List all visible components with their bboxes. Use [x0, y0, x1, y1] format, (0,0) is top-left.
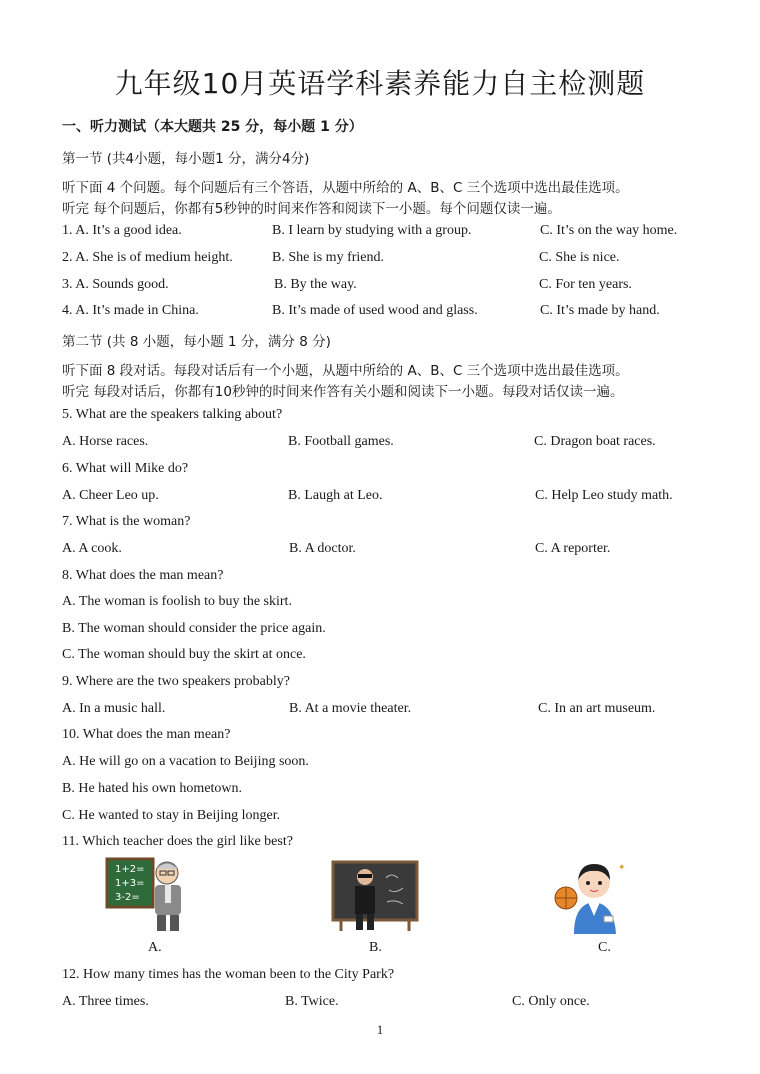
- question-10-option-a: A. He will go on a vacation to Beijing soon.: [62, 754, 309, 769]
- part2-instruction-2: 听完 每段对话后，你都有10秒钟的时间来作答有关小题和阅读下一小题。每段对话仅读一遍。: [62, 384, 624, 400]
- question-6: 6. What will Mike do?: [62, 461, 189, 476]
- option-a: 3. A. Sounds good.: [62, 277, 169, 292]
- option-a: 2. A. She is of medium height.: [62, 250, 233, 265]
- option-c: C. It’s on the way home.: [540, 223, 678, 238]
- option-a: 1. A. It’s a good idea.: [62, 223, 182, 238]
- option-a: A. Cheer Leo up.: [62, 488, 159, 503]
- option-c: C. For ten years.: [539, 277, 632, 292]
- option-c: C. Dragon boat races.: [534, 434, 656, 449]
- part2-heading: 第二节 (共 8 小题，每小题 1 分，满分 8 分): [62, 334, 331, 350]
- part1-heading: 第一节 (共4小题，每小题1 分，满分4分): [62, 151, 310, 167]
- question-10-option-c: C. He wanted to stay in Beijing longer.: [62, 808, 281, 823]
- option-b: B. A doctor.: [289, 541, 356, 556]
- part1-instruction-1: 听下面 4 个问题。每个问题后有三个答语，从题中所给的 A、B、C 三个选项中选出最佳选项。: [62, 180, 629, 196]
- option-b: B. It’s made of used wood and glass.: [272, 303, 478, 318]
- question-8-option-b: B. The woman should consider the price again.: [62, 621, 326, 636]
- option-a: A. A cook.: [62, 541, 122, 556]
- option-b: B. Football games.: [288, 434, 394, 449]
- question-8-option-c: C. The woman should buy the skirt at once.: [62, 647, 306, 662]
- option-b: B. Twice.: [285, 994, 339, 1009]
- option-a: A. Three times.: [62, 994, 149, 1009]
- svg-text:✦: ✦: [618, 863, 626, 873]
- picture-label-b: B.: [369, 940, 382, 955]
- option-c: C. It’s made by hand.: [540, 303, 660, 318]
- option-c: C. In an art museum.: [538, 701, 656, 716]
- option-b: B. By the way.: [274, 277, 357, 292]
- option-b: B. At a movie theater.: [289, 701, 412, 716]
- option-a: A. In a music hall.: [62, 701, 166, 716]
- question-8-option-a: A. The woman is foolish to buy the skirt.: [62, 594, 292, 609]
- teacher-b-image: [331, 860, 419, 932]
- page-title: 九年级10月英语学科素养能力自主检测题: [114, 67, 646, 100]
- question-10-option-b: B. He hated his own hometown.: [62, 781, 243, 796]
- board-line-1: 1+2=: [115, 864, 145, 875]
- page-number: 1: [376, 1022, 384, 1037]
- option-c: C. Only once.: [512, 994, 590, 1009]
- part1-instruction-2: 听完 每个问题后，你都有5秒钟的时间来作答和阅读下一小题。每个问题仅读一遍。: [62, 201, 561, 217]
- option-b: B. I learn by studying with a group.: [272, 223, 472, 238]
- question-5: 5. What are the speakers talking about?: [62, 407, 283, 422]
- option-b: B. Laugh at Leo.: [288, 488, 383, 503]
- teacher-c-image: [552, 858, 634, 934]
- question-7: 7. What is the woman?: [62, 514, 191, 529]
- option-c: C. She is nice.: [539, 250, 620, 265]
- board-line-2: 1+3=: [115, 878, 145, 889]
- picture-label-c: C.: [598, 940, 611, 955]
- option-c: C. Help Leo study math.: [535, 488, 673, 503]
- section-heading-listening: 一、听力测试（本大题共 25 分，每小题 1 分）: [62, 119, 363, 135]
- option-c: C. A reporter.: [535, 541, 611, 556]
- question-9: 9. Where are the two speakers probably?: [62, 674, 290, 689]
- part2-instruction-1: 听下面 8 段对话。每段对话后有一个小题，从题中所给的 A、B、C 三个选项中选出最佳选项。: [62, 363, 629, 379]
- question-8: 8. What does the man mean?: [62, 568, 224, 583]
- question-11: 11. Which teacher does the girl like best?: [62, 834, 293, 849]
- option-a: 4. A. It’s made in China.: [62, 303, 199, 318]
- picture-label-a: A.: [148, 940, 162, 955]
- option-b: B. She is my friend.: [272, 250, 384, 265]
- teacher-a-image: [105, 855, 190, 933]
- board-line-3: 3-2=: [115, 892, 140, 903]
- question-12: 12. How many times has the woman been to the City Park?: [62, 967, 395, 982]
- question-10: 10. What does the man mean?: [62, 727, 231, 742]
- option-a: A. Horse races.: [62, 434, 149, 449]
